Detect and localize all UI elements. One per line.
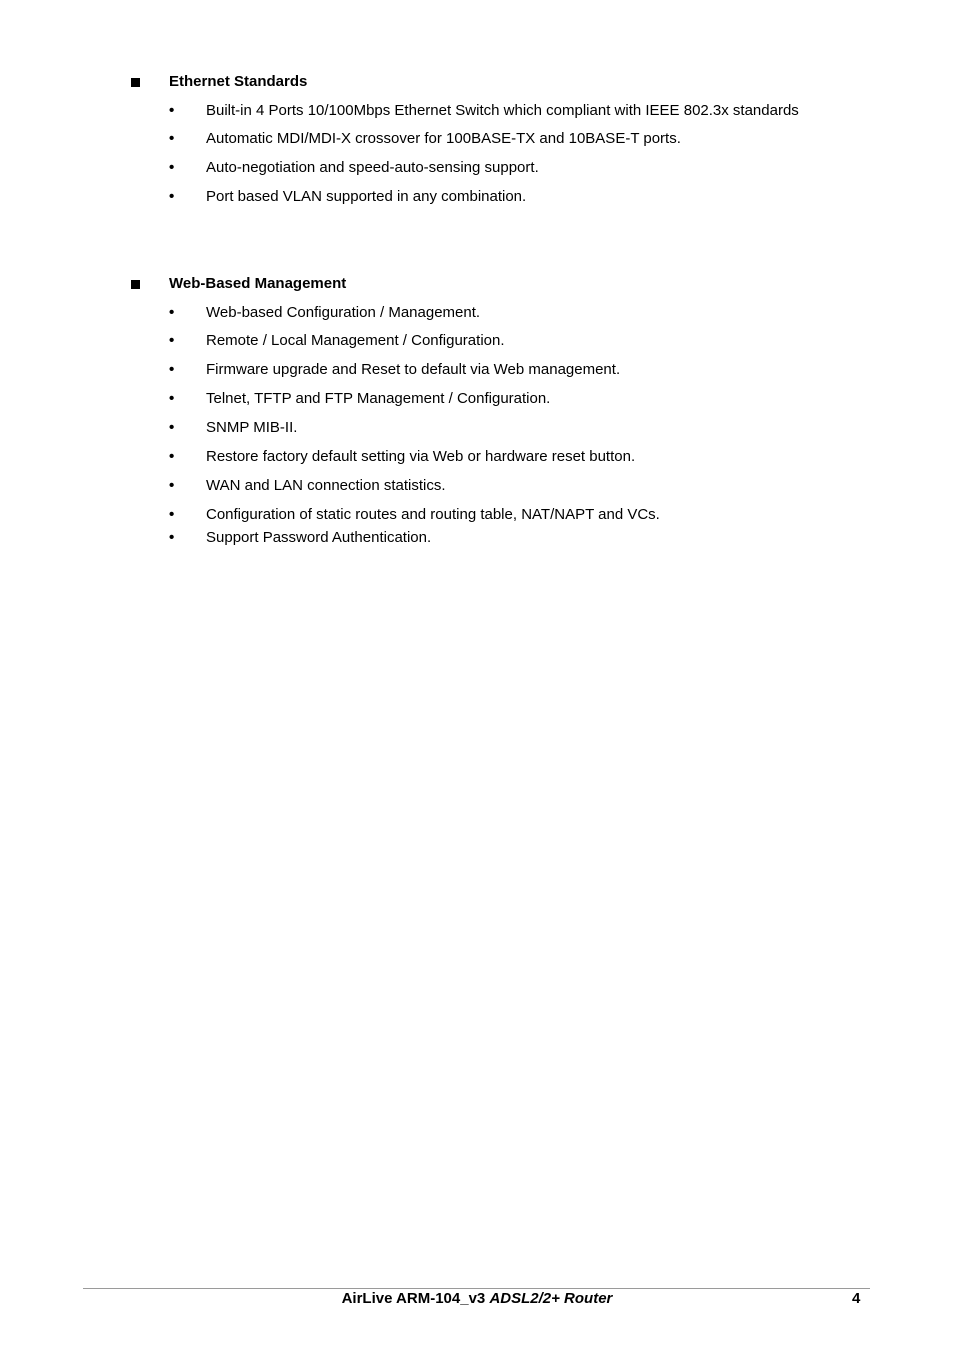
list-item-text: Web-based Configuration / Management.: [206, 304, 481, 321]
bullet-icon: •: [169, 506, 175, 523]
square-bullet-icon: [131, 280, 140, 289]
list-item-text: Port based VLAN supported in any combination.: [206, 188, 527, 205]
bullet-icon: •: [169, 361, 175, 378]
page-number: 4: [852, 1290, 861, 1307]
list-item-text: Configuration of static routes and routing table, NAT/NAPT and VCs.: [206, 506, 660, 523]
list-item-text: Support Password Authentication.: [206, 529, 432, 546]
list-item-text: Auto-negotiation and speed-auto-sensing support.: [206, 159, 539, 176]
bullet-icon: •: [169, 448, 175, 465]
list-item-text: Built-in 4 Ports 10/100Mbps Ethernet Switch which compliant with IEEE 802.3x standards: [206, 102, 799, 119]
bullet-icon: •: [169, 529, 175, 546]
bullet-icon: •: [169, 477, 175, 494]
bullet-icon: •: [169, 102, 175, 119]
footer-product-name: AirLive ARM-104_v3: [341, 1290, 486, 1307]
square-bullet-icon: [131, 78, 140, 87]
bullet-icon: •: [169, 390, 175, 407]
list-item-text: SNMP MIB-II.: [206, 419, 298, 436]
section-title: Web-Based Management: [169, 275, 347, 292]
bullet-icon: •: [169, 159, 175, 176]
list-item-text: Firmware upgrade and Reset to default via Web management.: [206, 361, 621, 378]
footer-model-type: ADSL2/2+ Router: [489, 1290, 613, 1307]
footer-title: [0, 1289, 954, 1309]
list-item-text: Remote / Local Management / Configuration.: [206, 332, 505, 349]
list-item-text: Telnet, TFTP and FTP Management / Configuration.: [206, 390, 551, 407]
bullet-icon: •: [169, 188, 175, 205]
bullet-icon: •: [169, 332, 175, 349]
list-item-text: Automatic MDI/MDI-X crossover for 100BASE-TX and 10BASE-T ports.: [206, 130, 681, 147]
list-item-text: Restore factory default setting via Web or hardware reset button.: [206, 448, 636, 465]
bullet-icon: •: [169, 304, 175, 321]
bullet-icon: •: [169, 130, 175, 147]
bullet-icon: •: [169, 419, 175, 436]
list-item-text: WAN and LAN connection statistics.: [206, 477, 446, 494]
section-title: Ethernet Standards: [169, 73, 308, 90]
